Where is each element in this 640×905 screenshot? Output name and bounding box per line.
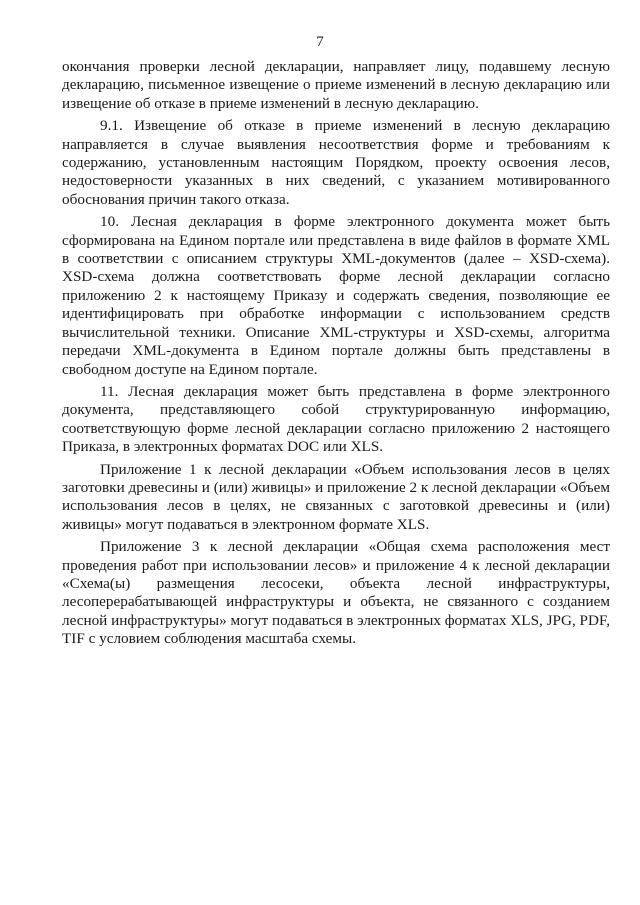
paragraph-11: 11. Лесная декларация может быть представлена в форме электронного документа, представляющего собой структурированную информацию, соответствующую форме лесной декларации согласно приложению 2 настоящего Приказа, в электронных форматах DOC или XLS. [62, 382, 610, 456]
page-number: 7 [316, 34, 324, 50]
paragraph-continuation: окончания проверки лесной декларации, направляет лицу, подавшему лесную декларацию, письменное извещение о приеме изменений в лесную декларацию или извещение об отказе в приеме изменений в лесную декларацию. [62, 58, 610, 112]
paragraph-appendix-3-4: Приложение 3 к лесной декларации «Общая схема расположения мест проведения работ при использовании лесов» и приложение 4 к лесной декларации «Схема(ы) размещения лесосеки, объекта лесной инфраструктуры, лесоперерабатывающей инфраструктуры и объекта, не связанного с созданием лесной инфраструктуры» могут подаваться в электронных форматах XLS, JPG, PDF, TIF с условием соблюдения масштаба схемы. [62, 538, 610, 648]
document-body [62, 58, 610, 653]
paragraph-9-1: 9.1. Извещение об отказе в приеме изменений в лесную декларацию направляется в случае выявления несоответствия форме и требованиям к содержанию, установленным настоящим Порядком, проекту освоения лесов, недостоверности указанных в них сведений, с указанием мотивированного обоснования причин такого отказа. [62, 117, 610, 208]
paragraph-10: 10. Лесная декларация в форме электронного документа может быть сформирована на Едином портале или представлена в виде файлов в формате XML в соответствии с описанием структуры XML-документов (далее – XSD-схема). XSD-схема должна соответствовать форме лесной декларации согласно приложению 2 к настоящему Приказу и содержать сведения, позволяющие ее идентифицировать при обработке информации с использованием средств вычислительной техники. Описание XML-структуры и XSD-схемы, алгоритма передачи XML-документа в Едином портале должны быть представлены в свободном доступе на Едином портале. [62, 213, 610, 378]
paragraph-appendix-1-2: Приложение 1 к лесной декларации «Объем использования лесов в целях заготовки древесины и (или) живицы» и приложение 2 к лесной декларации «Объем использования лесов в целях, не связанных с заготовкой древесины и (или) живицы» могут подаваться в электронном формате XLS. [62, 460, 610, 533]
